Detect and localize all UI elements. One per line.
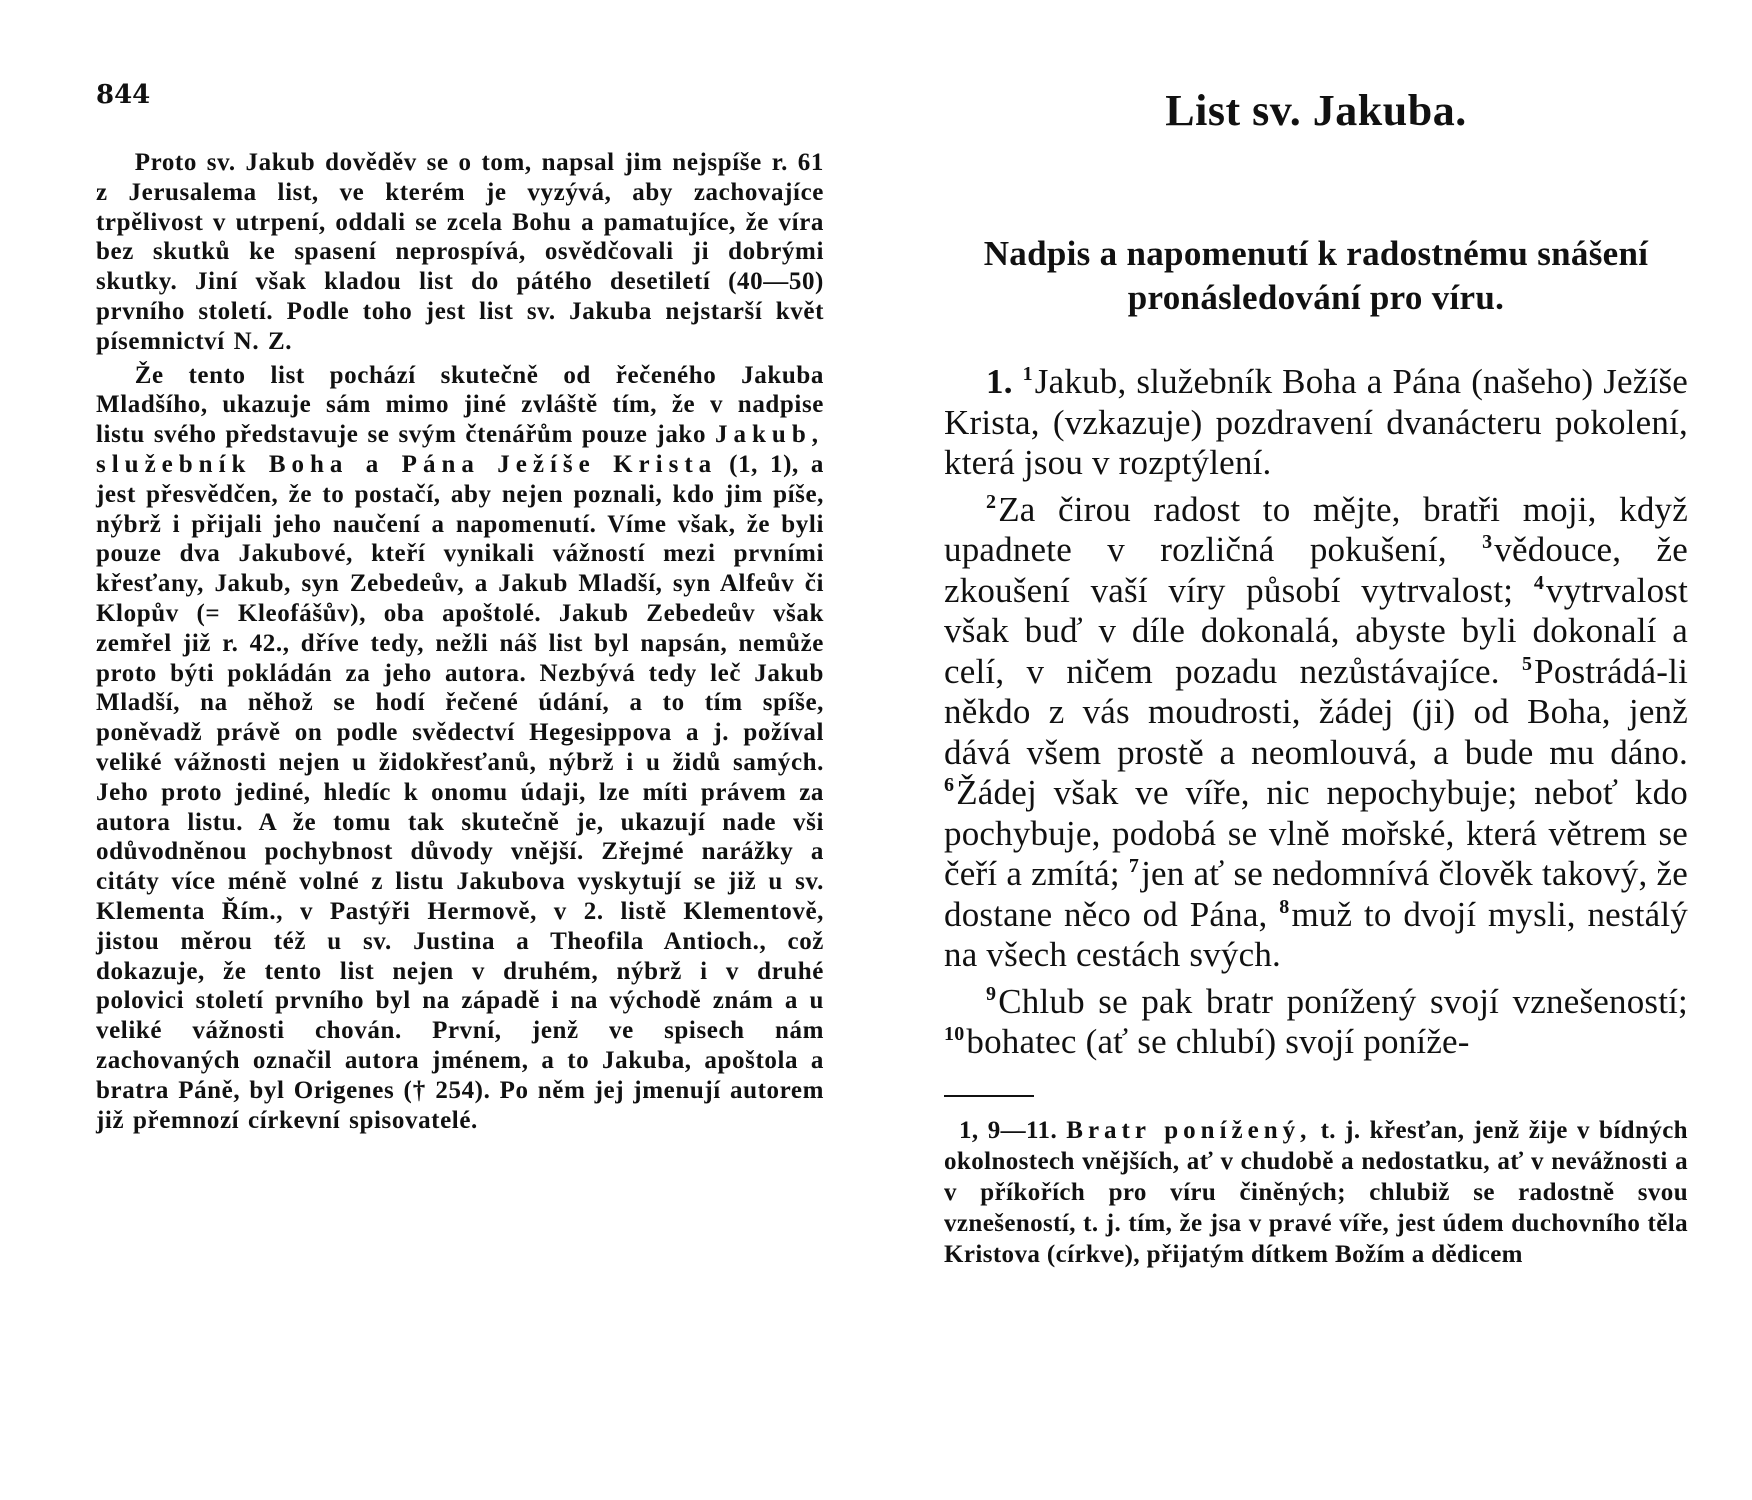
footnote-text: t. j. křesťan, jenž žije v bídných okolnostech vnějších, ať v chudobě a nedostatku, ať v nevážnosti a v příkořích pro víru činěných; chlubiž se radostně svou vznešeností, t. j. tím, že jsa v pravé víře, jest údem duchovního těla Kristova (církve), přijatým dítkem Božím a dědicem	[944, 1116, 1688, 1268]
chapter-number: 1.	[986, 362, 1013, 401]
authorship-spaced-quote: Jakub, služebník Boha a Pána Ježíše Krista	[96, 421, 824, 478]
verse-number: 7	[1128, 855, 1140, 878]
verse-number: 9	[986, 982, 997, 1005]
intro-paragraph	[96, 148, 824, 357]
verse-text: Jakub, služebník Boha a Pána (našeho) Ježíše Krista, (vzkazuje) pozdravení dvanácteru pokolení, která jsou v rozptýlení.	[944, 362, 1688, 482]
page-number: 844	[96, 80, 151, 110]
footnote-divider	[944, 1095, 1034, 1097]
verse-text: Postrádá-li někdo z vás moudrosti, žádej (ji) od Boha, jenž dává všem prostě a neomlouvá, a bude mu dáno.	[944, 651, 1688, 772]
section-heading: Nadpis a napomenutí k radostnému snášení pronásledování pro víru.	[983, 234, 1649, 317]
verse-text: vědouce, že zkoušení vaší víry působí vytrvalost;	[944, 530, 1689, 610]
verse-text: Žádej však ve víře, nic nepochybuje; neboť kdo pochybuje, podobá se vlně mořské, která větrem se čeří a zmítá;	[944, 773, 1688, 893]
footnote-reference: 1, 9—11.	[959, 1116, 1058, 1144]
verse-text: jen ať se nedomnívá člověk takový, že dostane něco od Pána,	[944, 854, 1688, 934]
running-title: List sv. Jakuba.	[1165, 86, 1467, 135]
right-page	[944, 80, 1688, 1270]
verse-number: 6	[944, 774, 955, 797]
verse-text: bohatec (ať se chlubí) svojí poníže-	[966, 1022, 1470, 1061]
verse-number: 10	[944, 1023, 965, 1046]
verse-number: 5	[1521, 652, 1533, 675]
verse-paragraph-1	[944, 362, 1688, 484]
verse-paragraph-2	[944, 490, 1688, 976]
left-page	[96, 80, 824, 1135]
verse-number: 3	[1482, 531, 1493, 554]
authorship-text-rest: (1, 1), a jest přesvědčen, že to postačí, aby nejen poznali, kdo jim píše, nýbrž i přijali jeho naučení a napomenutí. Víme však, že byli pouze dva Jakubové, kteří vynikali vážností mezi prvními křesťany, Jakub, syn Zebedeův, a Jakub Mladší, syn Alfeův či Klopův (= Kleofášův), oba apoštolé. Jakub Zebedeův však zemřel již r. 42., dříve tedy, nežli náš list byl napsán, nemůže proto býti pokládán za jeho autora. Nezbývá tedy leč Jakub Mladší, na něhož se hodí řečené údání, a to tím spíše, poněvadž právě on podle svědectví Hegesippova a j. požíval veliké vážnosti nejen u židokřesťanů, nýbrž i u židů samých. Jeho proto jediné, hledíc k onomu údaji, lze míti právem za autora listu. A že tomu tak skutečně je, ukazují nade vši odůvodněnou pochybnost důvody vnější. Zřejmé narážky a citáty více méně volné z listu Jakubova vyskytují se již u sv. Klementa Řím., v Pastýři Hermově, v 2. listě Klementově, jistou měrou též u sv. Justina a Theofila Antioch., což dokazuje, že tento list nejen v druhém, nýbrž i v druhé polovici století prvního byl na západě i na východě znám a u veliké vážnosti chován. První, jenž ve spisech nám zachovaných označil autora jménem, a to Jakuba, apoštola a bratra Páně, byl Origenes († 254). Po něm jej jmenují autorem již přemnozí církevní spisovatelé.	[96, 450, 824, 1134]
verse-number: 2	[986, 490, 997, 513]
verse-number: 4	[1533, 571, 1545, 594]
verse-text: muž to dvojí mysli, nestálý na všech cestách svých.	[944, 894, 1689, 974]
verse-text: Chlub se pak bratr ponížený svojí vznešeností;	[998, 981, 1688, 1021]
intro-paragraph-text: Proto sv. Jakub dověděv se o tom, napsal jim nejspíše r. 61 z Jerusalema list, ve kterém je vyzývá, aby zachovajíce trpělivost v utrpení, oddali se zcela Bohu a pamatujíce, že víra bez skutků ke spasení neprospívá, osvědčovali ji dobrými skutky. Jiní však kladou list do pátého desetiletí (40—50) prvního století. Podle toho jest list sv. Jakuba nejstarší květ písemnictví N. Z.	[96, 149, 824, 355]
authorship-paragraph	[96, 361, 824, 1136]
verse-number: 8	[1279, 895, 1290, 918]
verse-text: vytrvalost však buď v díle dokonalá, abyste byli dokonalí a celí, v ničem pozadu nezůstávajíce.	[944, 570, 1689, 691]
authorship-text-start: Že tento list pochází skutečně od řečeného Jakuba Mladšího, ukazuje sám mimo jiné zvláště tím, že v nadpise listu svého představuje se svým čtenářům pouze jako	[96, 361, 824, 449]
verse-paragraph-3	[944, 982, 1688, 1063]
footnote-term: Bratr ponížený,	[1066, 1116, 1312, 1144]
verse-number: 1	[1022, 363, 1033, 386]
verse-text: Za čirou radost to mějte, bratři moji, když upadnete v rozličná pokušení,	[944, 489, 1688, 569]
footnote	[944, 1115, 1688, 1270]
